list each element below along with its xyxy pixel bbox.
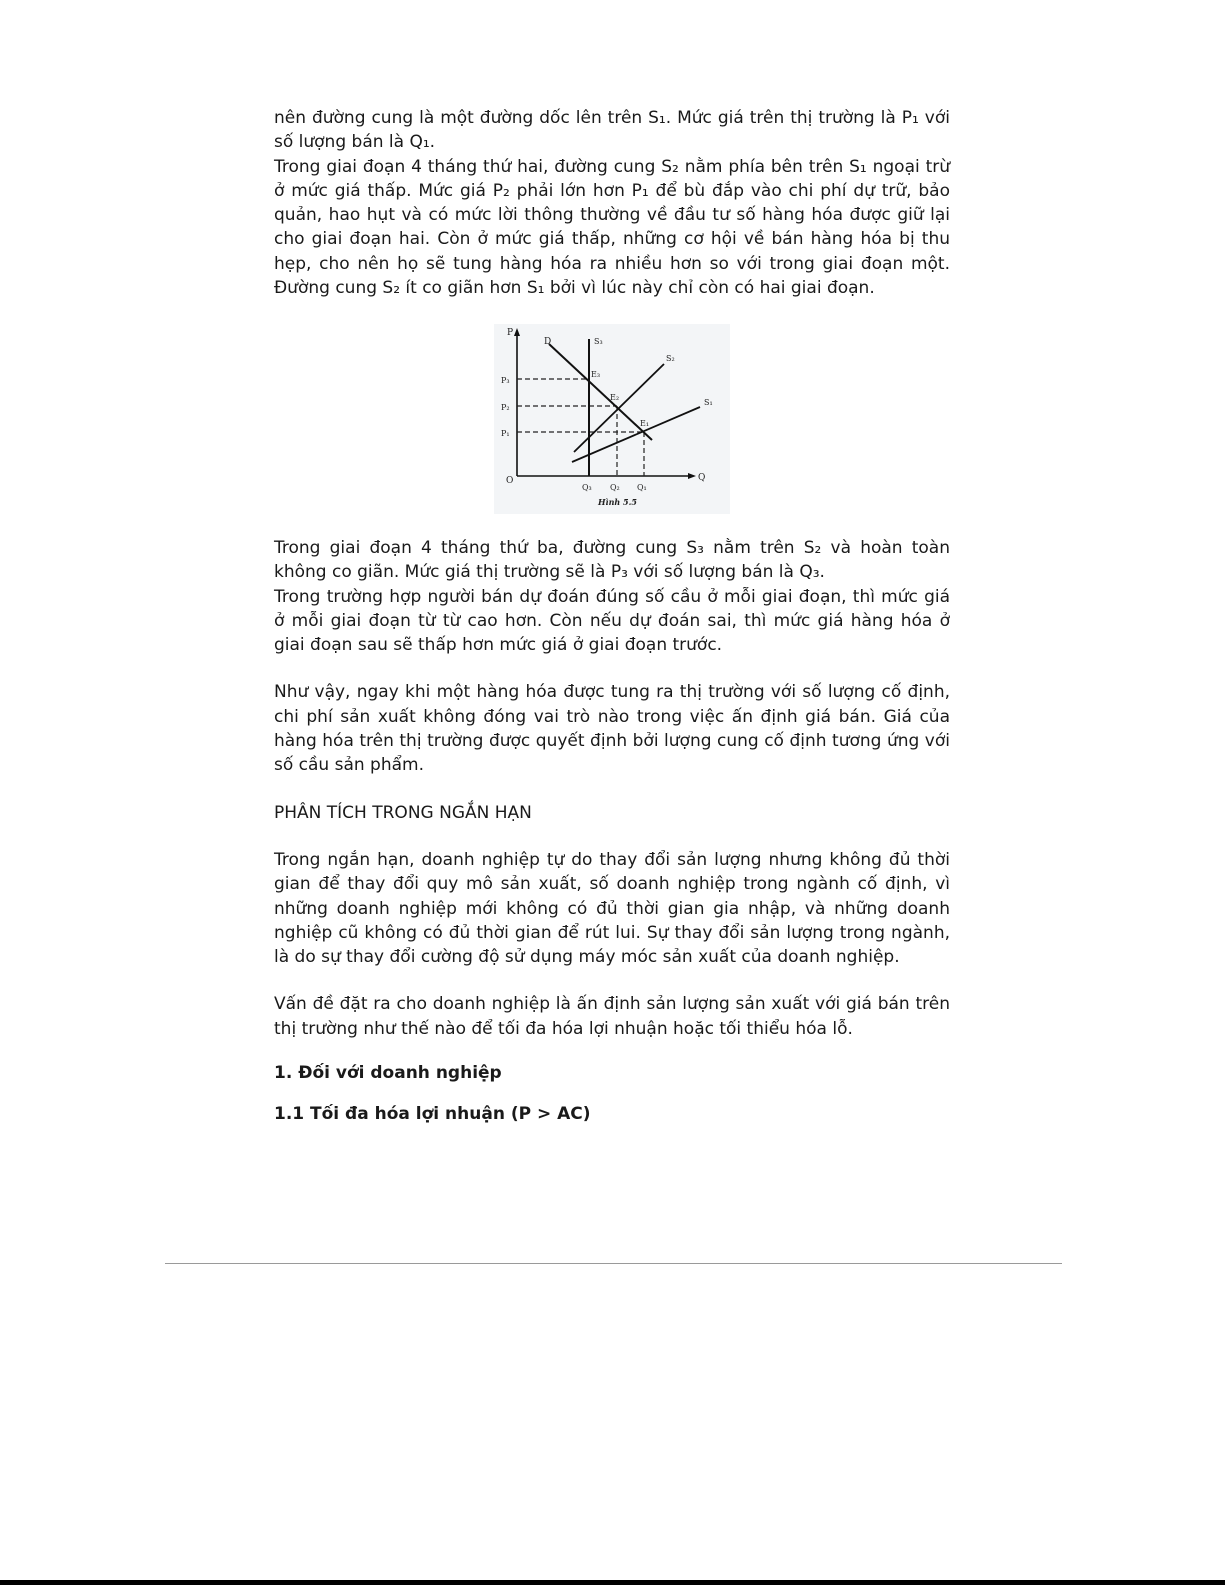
label-s3: S₃ xyxy=(594,337,603,346)
label-q3: Q₃ xyxy=(582,483,592,492)
label-d: D xyxy=(544,337,552,347)
price-axis-arrow-icon xyxy=(514,328,520,336)
label-p3: P₃ xyxy=(501,376,510,385)
origin-label: O xyxy=(506,476,514,486)
short-run-heading: PHÂN TÍCH TRONG NGẮN HẠN xyxy=(274,802,532,823)
label-e2: E₂ xyxy=(610,393,620,402)
subsection-heading-profit-max: 1.1 Tối đa hóa lợi nhuận (P > AC) xyxy=(274,1104,591,1125)
paragraph-seller-forecast: Trong trường hợp người bán dự đoán đúng số cầu ở mỗi giai đoạn, thì mức giá ở mỗi giai đoạn từ từ cao hơn. Còn nếu dự đoán sai, thì mức giá hàng hóa ở giai đoạn sau sẽ thấp hơn mức giá ở giai đoạn trước. xyxy=(274,586,950,656)
label-e1: E₁ xyxy=(640,419,650,428)
top-text-block xyxy=(274,106,950,300)
paragraph-supply-stage-one: nên đường cung là một đường dốc lên trên S₁. Mức giá trên thị trường là P₁ với số lượng bán là Q₁. xyxy=(274,108,950,153)
quantity-axis-arrow-icon xyxy=(688,473,696,479)
bottom-text-block xyxy=(274,536,950,1127)
paragraph-short-run: Trong ngắn hạn, doanh nghiệp tự do thay đổi sản lượng nhưng không đủ thời gian để thay đổi quy mô sản xuất, số doanh nghiệp trong ngành cố định, vì những doanh nghiệp mới không có đủ thời gian gia nhập, và những doanh nghiệp cũ không có đủ thời gian để rút lui. Sự thay đổi sản lượng trong ngành, là do sự thay đổi cường độ sử dụng máy móc sản xuất của doanh nghiệp. xyxy=(274,849,950,968)
label-q1: Q₁ xyxy=(637,483,647,492)
axis-label-q: Q xyxy=(698,473,706,483)
label-p2: P₂ xyxy=(501,403,510,412)
label-s2: S₂ xyxy=(666,354,675,363)
paragraph-supply-stage-three: Trong giai đoạn 4 tháng thứ ba, đường cung S₃ nằm trên S₂ và hoàn toàn không co giãn. Mức giá thị trường sẽ là P₃ với số lượng bán là Q₃. xyxy=(274,538,950,583)
supply-demand-figure xyxy=(494,324,730,514)
label-e3: E₃ xyxy=(591,370,601,379)
figure-svg xyxy=(494,324,730,514)
paragraph-supply-stage-two: Trong giai đoạn 4 tháng thứ hai, đường cung S₂ nằm phía bên trên S₁ ngoại trừ ở mức giá thấp. Mức giá P₂ phải lớn hơn P₁ để bù đắp vào chi phí dự trữ, bảo quản, hao hụt và có mức lời thông thường về đầu tư số hàng hóa được giữ lại cho giai đoạn hai. Còn ở mức giá thấp, những cơ hội về bán hàng hóa bị thu hẹp, cho nên họ sẽ tung hàng hóa ra nhiều hơn so với trong giai đoạn một. Đường cung S₂ ít co giãn hơn S₁ bởi vì lúc này chỉ còn có hai giai đoạn. xyxy=(274,156,950,299)
section-heading-firm: 1. Đối với doanh nghiệp xyxy=(274,1063,502,1084)
label-q2: Q₂ xyxy=(610,483,620,492)
paragraph-fixed-quantity-conclusion: Như vậy, ngay khi một hàng hóa được tung ra thị trường với số lượng cố định, chi phí sản xuất không đóng vai trò nào trong việc ấn định giá bán. Giá của hàng hóa trên thị trường được quyết định bởi lượng cung cố định tương ứng với số cầu sản phẩm. xyxy=(274,682,950,776)
footer-divider xyxy=(165,1263,1062,1264)
label-p1: P₁ xyxy=(501,429,510,438)
paragraph-firm-problem: Vấn đề đặt ra cho doanh nghiệp là ấn định sản lượng sản xuất với giá bán trên thị trường như thế nào để tối đa hóa lợi nhuận hoặc tối thiểu hóa lỗ. xyxy=(274,994,950,1039)
figure-caption: Hình 5.5 xyxy=(598,497,637,507)
axis-label-p: P xyxy=(507,328,514,338)
label-s1: S₁ xyxy=(704,398,713,407)
bottom-edge-bar xyxy=(0,1580,1225,1585)
